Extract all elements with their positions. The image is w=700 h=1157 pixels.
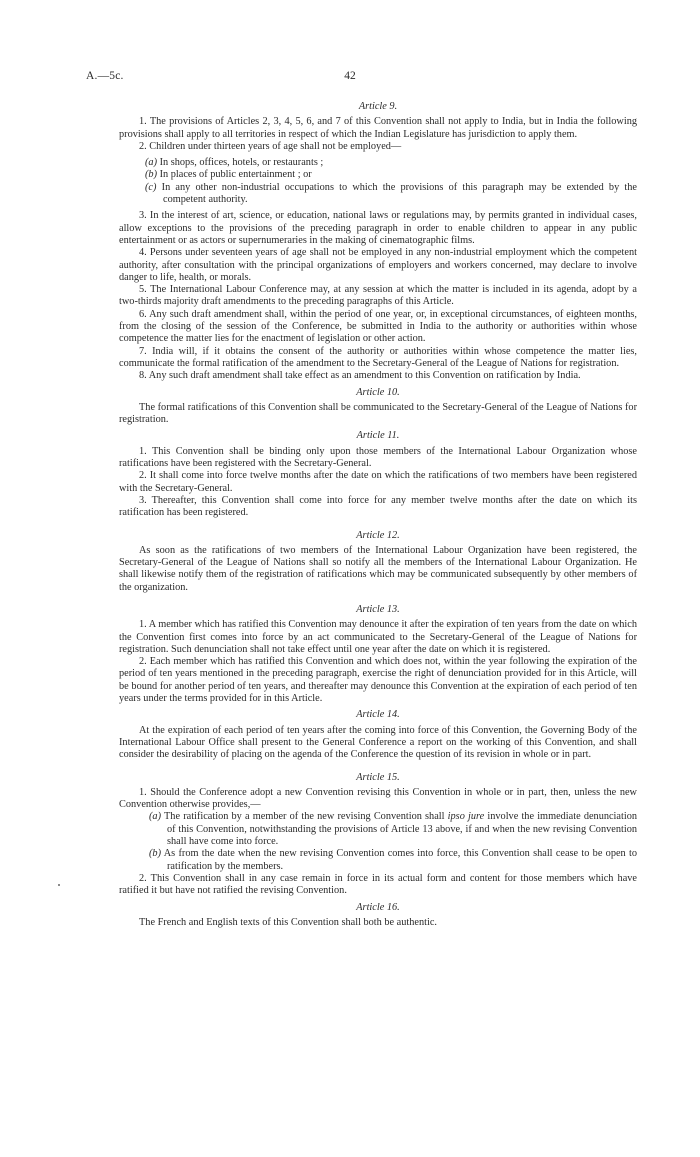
- item-label: (a): [149, 811, 162, 823]
- paragraph: 1. This Convention shall be binding only upon those members of the International Labour Organization whose ratifications have been registered with the Secretary-General.: [119, 445, 637, 470]
- article-15: [119, 772, 637, 898]
- paragraph: 2. This Convention shall in any case remain in force in its actual form and content for those members which have ratified it but have not ratified the revising Convention.: [119, 872, 637, 897]
- paragraph: 5. The International Labour Conference may, at any session at which the matter is included in its agenda, adopt by a two-thirds majority draft amendments to the preceding paragraphs of this Article.: [119, 284, 637, 308]
- article-heading: Article 15.: [356, 771, 400, 783]
- item-text: In shops, offices, hotels, or restaurants ;: [159, 157, 324, 169]
- margin-mark: [58, 884, 60, 886]
- paragraph: 1. Should the Conference adopt a new Convention revising this Convention in whole or in part, then, unless the new Convention otherwise provides,—: [119, 786, 637, 811]
- item-text: The ratification by a member of the new revising Convention shall: [164, 811, 448, 823]
- paragraph: 2. It shall come into force twelve months after the date on which the ratifications of two members have been registered with the Secretary-General.: [119, 470, 637, 494]
- item-text: involve the immediate denunciation of this Convention, notwithstanding the provisions of Article 13 above, if and when the new revising Convention shall have come into force.: [167, 811, 638, 848]
- document-body: [119, 101, 637, 929]
- sub-item: [145, 169, 637, 181]
- paragraph: 1. A member which has ratified this Convention may denounce it after the expiration of ten years from the date on which the Convention first comes into force by an act communicated to the Secretary-General of the League of Nations for registration. Such denunciation shall not take effect until one year after the date on which it is registered.: [119, 619, 637, 655]
- paragraph: 1. The provisions of Articles 2, 3, 4, 5, 6, and 7 of this Convention shall not apply to India, but in India the following provisions shall apply to all territories in respect of which the Indian Legislature has jurisdiction to apply them.: [119, 116, 637, 140]
- item-label: (b): [149, 848, 162, 860]
- article-heading: Article 9.: [358, 101, 398, 112]
- article-heading: Article 11.: [356, 430, 400, 442]
- article-heading: Article 12.: [356, 529, 400, 541]
- document-reference: A.—5c.: [86, 70, 124, 82]
- sub-item: [145, 182, 637, 207]
- article-heading: Article 14.: [356, 709, 400, 721]
- item-text-italic: ipso jure: [447, 811, 485, 823]
- sub-item: [149, 848, 637, 873]
- item-label: (c): [145, 181, 157, 193]
- item-text: In places of public entertainment ; or: [159, 169, 312, 181]
- article-16: [119, 902, 637, 930]
- article-9: [119, 101, 637, 383]
- paragraph: At the expiration of each period of ten years after the coming into force of this Convention, the Governing Body of the International Labour Office shall present to the General Conference a report on the working of this Convention, and shall consider the desirability of placing on the agenda of the Conference the question of its revision in whole or in part.: [119, 724, 637, 761]
- item-label: (b): [145, 169, 158, 181]
- paragraph: 3. In the interest of art, science, or education, national laws or regulations may, by permits granted in individual cases, allow exceptions to the provisions of the preceding paragraph in order to enable children to appear in any public entertainment or as actors or supernumeraries in the making of cinematographic films.: [119, 210, 637, 246]
- paragraph: 2. Each member which has ratified this Convention and which does not, within the year following the expiration of the period of ten years mentioned in the preceding paragraph, exercise the right of denunciation provided for in this Article, will be bound for another period of ten years, and thereafter may denounce this Convention at the expiration of each period of ten years under the terms provided for in this Article.: [119, 656, 637, 705]
- paragraph: 6. Any such draft amendment shall, within the period of one year, or, in exceptional circumstances, of eighteen months, from the closing of the session of the Conference, be submitted in India to the authority or authorities within whose competence the matter lies for the enactment of legislation or other action.: [119, 308, 637, 345]
- article-heading: Article 13.: [356, 603, 400, 615]
- paragraph: The French and English texts of this Convention shall both be authentic.: [139, 916, 437, 928]
- article-12: [119, 530, 637, 594]
- article-14: [119, 709, 637, 761]
- item-text: In any other non-industrial occupations to which the provisions of this paragraph may be extended by the competent authority.: [161, 181, 637, 206]
- sub-item: [145, 157, 637, 169]
- paragraph: 8. Any such draft amendment shall take effect as an amendment to this Convention on ratification by India.: [139, 370, 581, 382]
- article-heading: Article 16.: [356, 901, 400, 913]
- item-text: As from the date when the new revising Convention comes into force, this Convention shall cease to be open to ratification by the members.: [163, 848, 637, 872]
- paragraph: 4. Persons under seventeen years of age shall not be employed in any non-industrial employment which the competent authority, after consultation with the principal organizations of employers and workers concerned, may declare to involve danger to life, health, or morals.: [119, 247, 637, 283]
- paragraph: 3. Thereafter, this Convention shall come into force for any member twelve months after the date on which its ratification has been registered.: [119, 494, 637, 519]
- article-10: [119, 387, 637, 427]
- page-number: 42: [344, 70, 356, 82]
- article-11: [119, 430, 637, 519]
- article-13: [119, 604, 637, 705]
- item-label: (a): [145, 157, 158, 169]
- paragraph: 2. Children under thirteen years of age shall not be employed—: [139, 140, 402, 152]
- sub-item: [149, 811, 637, 848]
- paragraph: 7. India will, if it obtains the consent of the authority or authorities within whose competence the matter lies, communicate the formal ratification of the amendment to the Secretary-General of the League of Nations for registration.: [119, 345, 637, 369]
- paragraph: As soon as the ratifications of two members of the International Labour Organization have been registered, the Secretary-General of the League of Nations shall so notify all the members of the International Labour Organization. He shall likewise notify them of the registration of ratifications which may be communicated subsequently by other members of the organization.: [119, 544, 637, 593]
- article-heading: Article 10.: [356, 386, 400, 398]
- paragraph: The formal ratifications of this Convention shall be communicated to the Secretary-General of the League of Nations for registration.: [119, 401, 637, 426]
